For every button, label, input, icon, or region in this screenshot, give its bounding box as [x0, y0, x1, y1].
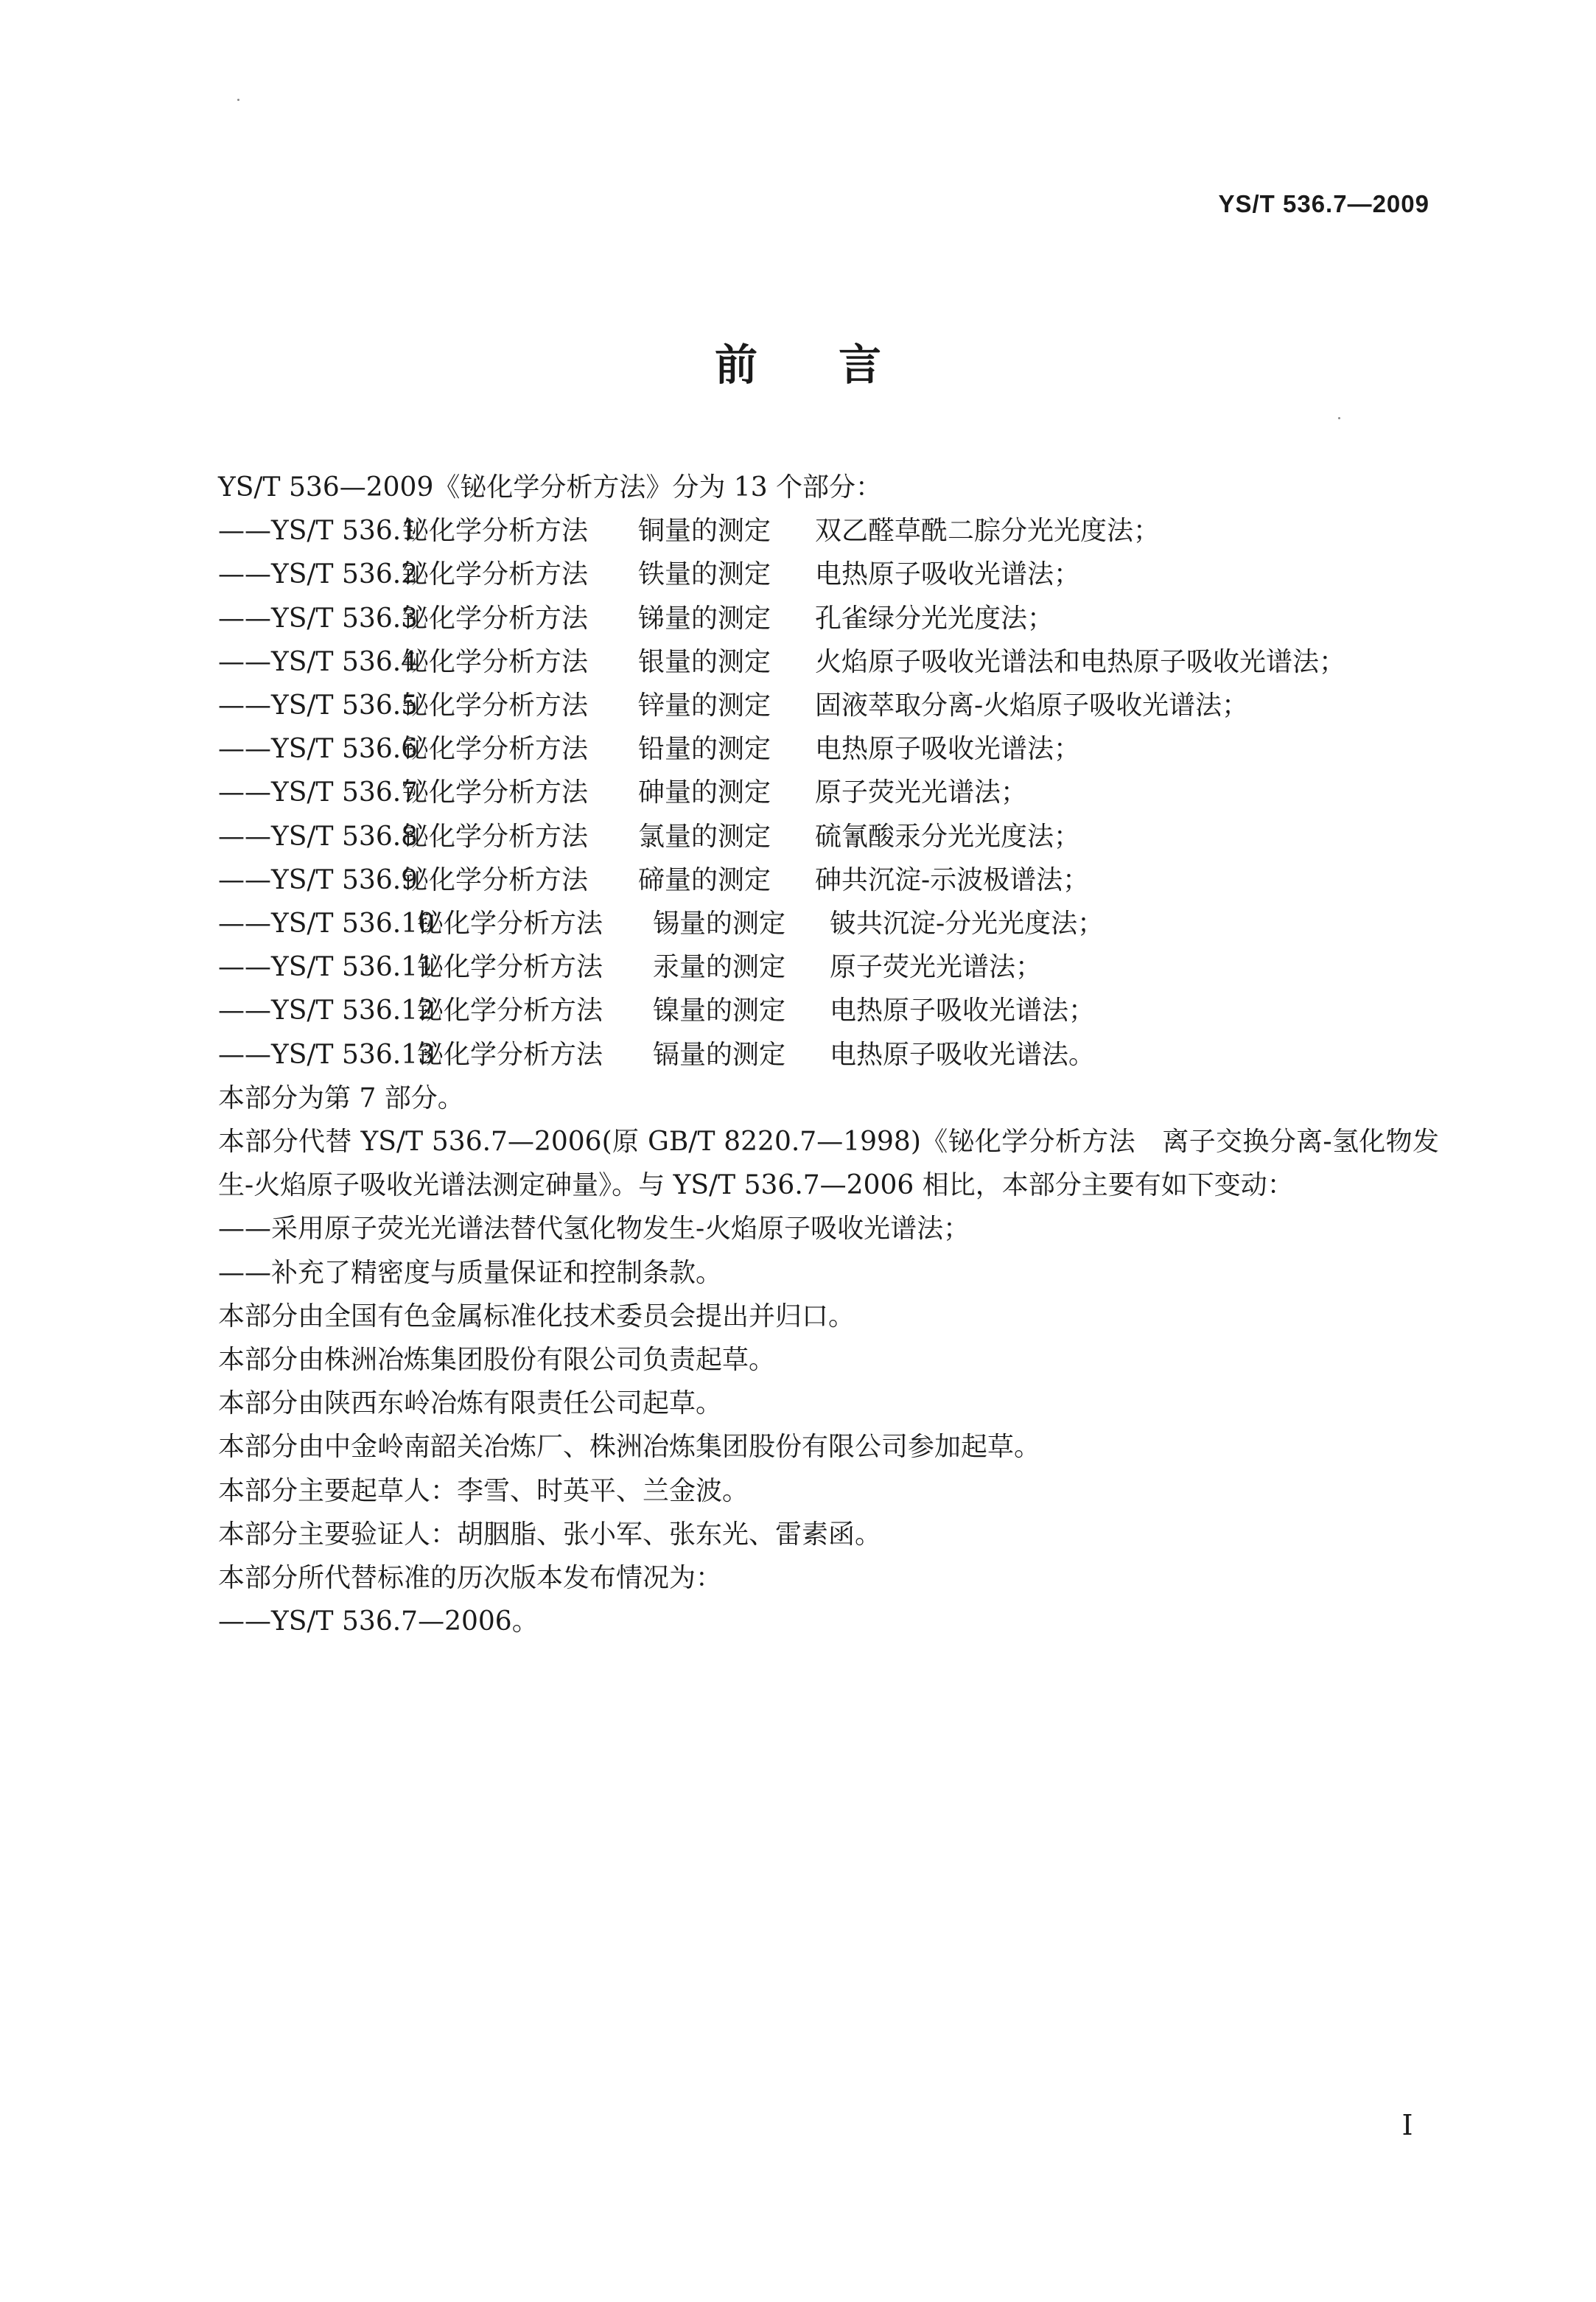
- part-list-item: [161, 640, 1439, 684]
- part-technique: 铍共沉淀-分光光度法；: [830, 909, 1105, 940]
- part-list-item: [161, 945, 1439, 989]
- change-item-1: ——采用原子荧光光谱法替代氢化物发生-火焰原子吸收光谱法；: [218, 1214, 970, 1245]
- part-technique: 电热原子吸收光谱法；: [815, 559, 1081, 590]
- part-code: ——YS/T 536.3: [218, 603, 419, 634]
- part-code: ——YS/T 536.11: [218, 952, 435, 983]
- scan-speck: [1338, 417, 1340, 419]
- part-code: ——YS/T 536.4: [218, 646, 419, 677]
- part-method: 铋化学分析方法: [402, 734, 589, 765]
- part-element: 碲量的测定: [638, 864, 771, 895]
- part-technique: 双乙醛草酰二腙分光光度法；: [815, 516, 1161, 547]
- history-item-line: ——YS/T 536.7—2006。: [218, 1606, 539, 1637]
- part-code: ——YS/T 536.10: [218, 909, 435, 940]
- part-technique: 固液萃取分离-火焰原子吸收光谱法；: [815, 690, 1249, 721]
- part-code: ——YS/T 536.9: [218, 864, 419, 895]
- co-drafted-by-line: 本部分由陕西东岭冶炼有限责任公司起草。: [218, 1388, 723, 1419]
- part-method: 铋化学分析方法: [417, 1039, 603, 1070]
- part-method: 铋化学分析方法: [402, 821, 589, 852]
- main-drafters-line: 本部分主要起草人：李雪、时英平、兰金波。: [218, 1475, 749, 1506]
- part-element: 锌量的测定: [638, 690, 771, 721]
- scan-speck: [237, 99, 239, 101]
- part-method: 铋化学分析方法: [402, 646, 589, 677]
- page-title: 前言: [714, 340, 962, 390]
- part-element: 锡量的测定: [653, 909, 786, 940]
- page-number: I: [1401, 2109, 1413, 2141]
- part-list-item: [161, 771, 1439, 814]
- part-technique: 原子荧光光谱法；: [815, 777, 1028, 808]
- part-list-item: [161, 553, 1439, 596]
- part-list-item: [161, 902, 1439, 945]
- part-list-item: [161, 1033, 1439, 1077]
- part-method: 铋化学分析方法: [402, 690, 589, 721]
- part-element: 镍量的测定: [653, 996, 786, 1026]
- part-element: 铅量的测定: [638, 734, 771, 765]
- part-number-line: 本部分为第 7 部分。: [218, 1082, 464, 1113]
- participants-line: 本部分由中金岭南韶关冶炼厂、株洲冶炼集团股份有限公司参加起草。: [218, 1432, 1041, 1463]
- part-element: 砷量的测定: [638, 777, 771, 808]
- part-method: 铋化学分析方法: [402, 864, 589, 895]
- part-code: ——YS/T 536.7: [218, 777, 419, 808]
- parts-list: [161, 509, 1439, 1077]
- part-list-item: [161, 509, 1439, 553]
- part-element: 锑量的测定: [638, 603, 771, 634]
- part-code: ——YS/T 536.13: [218, 1039, 435, 1070]
- part-method: 铋化学分析方法: [417, 952, 603, 983]
- part-element: 银量的测定: [638, 646, 771, 677]
- part-method: 铋化学分析方法: [402, 516, 589, 547]
- part-element: 汞量的测定: [653, 952, 786, 983]
- part-code: ——YS/T 536.6: [218, 734, 419, 765]
- replaces-paragraph: [161, 1120, 1439, 1207]
- part-code: ——YS/T 536.2: [218, 559, 419, 590]
- part-element: 氯量的测定: [638, 821, 771, 852]
- part-code: ——YS/T 536.1: [218, 516, 419, 547]
- part-list-item: [161, 815, 1439, 858]
- replaces-text: 本部分代替 YS/T 536.7—2006(原 GB/T 8220.7—1998)《铋化学分析方法 离子交换分离-氢化物发生-火焰原子吸收光谱法测定砷量》。与 YS/T 536.7—2006 相比，本部分主要有如下变动：: [218, 1127, 1439, 1201]
- drafted-by-line: 本部分由株洲冶炼集团股份有限公司负责起草。: [218, 1345, 776, 1376]
- part-element: 铁量的测定: [638, 559, 771, 590]
- part-method: 铋化学分析方法: [402, 603, 589, 634]
- part-method: 铋化学分析方法: [402, 559, 589, 590]
- part-method: 铋化学分析方法: [417, 996, 603, 1026]
- part-method: 铋化学分析方法: [417, 909, 603, 940]
- part-technique: 砷共沉淀-示波极谱法；: [815, 864, 1090, 895]
- part-list-item: [161, 858, 1439, 902]
- proposed-by-line: 本部分由全国有色金属标准化技术委员会提出并归口。: [218, 1301, 855, 1332]
- part-technique: 电热原子吸收光谱法。: [830, 1039, 1096, 1070]
- foreword-body: [161, 466, 1439, 1643]
- intro-line: YS/T 536—2009《铋化学分析方法》分为 13 个部分：: [218, 472, 883, 503]
- part-method: 铋化学分析方法: [402, 777, 589, 808]
- part-element: 镉量的测定: [653, 1039, 786, 1070]
- part-technique: 火焰原子吸收光谱法和电热原子吸收光谱法；: [815, 646, 1346, 677]
- part-code: ——YS/T 536.5: [218, 690, 419, 721]
- part-technique: 孔雀绿分光光度法；: [815, 603, 1054, 634]
- part-technique: 原子荧光光谱法；: [830, 952, 1043, 983]
- part-list-item: [161, 727, 1439, 771]
- part-list-item: [161, 989, 1439, 1032]
- part-code: ——YS/T 536.8: [218, 821, 419, 852]
- standard-code: YS/T 536.7—2009: [1218, 190, 1429, 217]
- verifiers-line: 本部分主要验证人：胡胭脂、张小军、张东光、雷素函。: [218, 1519, 882, 1550]
- change-item-2: ——补充了精密度与质量保证和控制条款。: [218, 1257, 723, 1288]
- part-technique: 硫氰酸汞分光光度法；: [815, 821, 1081, 852]
- part-list-item: [161, 684, 1439, 727]
- part-technique: 电热原子吸收光谱法；: [815, 734, 1081, 765]
- part-list-item: [161, 597, 1439, 640]
- part-technique: 电热原子吸收光谱法；: [830, 996, 1096, 1026]
- part-code: ——YS/T 536.12: [218, 996, 435, 1026]
- history-intro-line: 本部分所代替标准的历次版本发布情况为：: [218, 1563, 723, 1594]
- part-element: 铜量的测定: [638, 516, 771, 547]
